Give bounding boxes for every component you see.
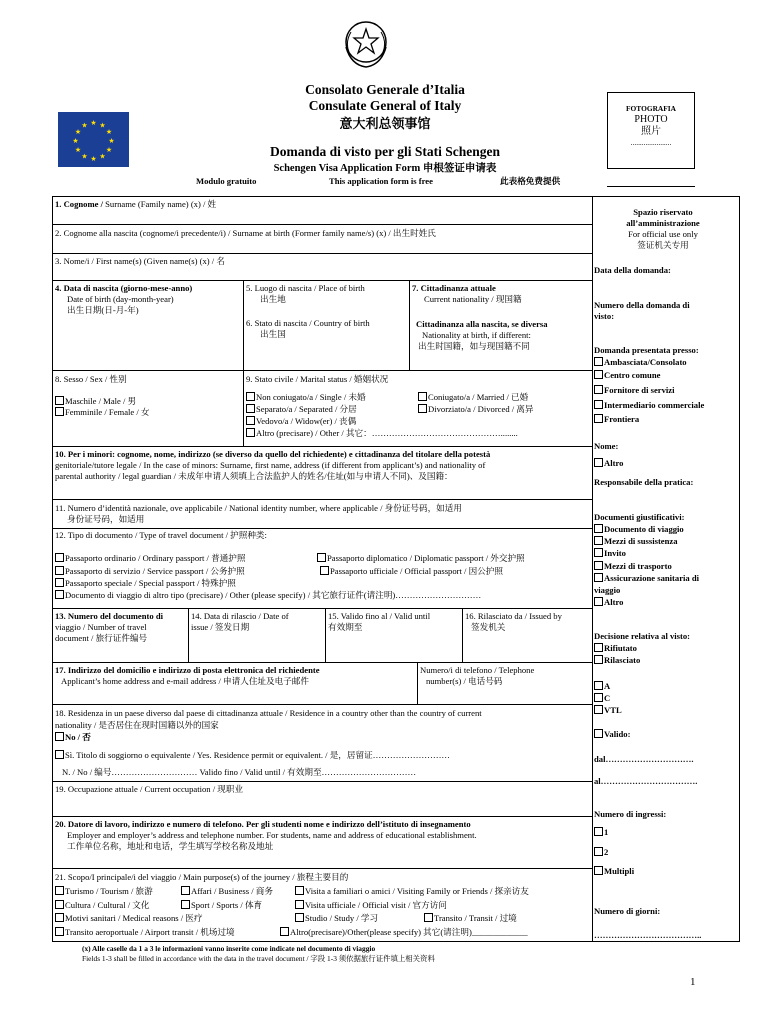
purpose-study[interactable] — [295, 913, 378, 924]
marital-widowed[interactable] — [246, 416, 356, 427]
side-num-1: Numero della domanda di — [594, 300, 690, 310]
side-pres: Domanda presentata presso: — [594, 345, 699, 355]
field-11-line1: 11. Numero d’identità nazionale, ove applicabile / National identity number, where applicable / 身份证号码，如适用 — [55, 503, 462, 513]
field-4-cn: 出生日期(日-月-年) — [67, 305, 139, 315]
side-vtl[interactable] — [594, 705, 622, 716]
field-10-minors[interactable] — [55, 449, 591, 482]
doc-special[interactable] — [55, 578, 236, 589]
field-17-c: Numero/i di telefono / Telephone — [420, 665, 535, 675]
side-d1-label: Documento di viaggio — [604, 524, 684, 534]
field-16-issued-by[interactable] — [465, 611, 562, 633]
svg-text:★: ★ — [105, 128, 113, 136]
side-d5[interactable] — [594, 573, 699, 584]
field-7-nationality[interactable] — [412, 283, 548, 352]
marital-divorced-label: Divorziato/a / Divorced / 离异 — [428, 404, 534, 414]
field-17-phone[interactable] — [420, 665, 534, 687]
purpose-cultural[interactable] — [55, 900, 150, 911]
svg-text:★: ★ — [90, 155, 97, 163]
svg-text:★: ★ — [105, 146, 113, 154]
field-4-label: 4. Data di nascita (giorno-mese-anno) — [55, 283, 193, 293]
svg-text:★: ★ — [74, 146, 82, 154]
field-17-d: number(s) / 电话号码 — [426, 676, 503, 686]
side-altro1-label: Altro — [604, 458, 624, 468]
photo-label-cn: 照片 — [641, 125, 661, 137]
marital-single[interactable] — [246, 392, 366, 403]
purpose-transit-label: Transito / Transit / 过境 — [434, 913, 517, 923]
side-a[interactable] — [594, 681, 610, 692]
purpose-transit[interactable] — [424, 913, 517, 924]
purpose-tourism[interactable] — [55, 886, 153, 897]
footnote-en: Fields 1-3 shall be filled in accordance with the data in the travel document / 字段 1-3 须依据旅行证件填上相关资料 — [82, 954, 435, 963]
purpose-business-label: Affari / Business / 商务 — [191, 886, 273, 896]
side-h2: all’amministrazione — [626, 218, 700, 228]
eu-flag-icon — [58, 112, 129, 167]
field-15-b: 有效期至 — [328, 622, 363, 632]
field-20-c: 工作单位名称，地址和电话，学生填写学校名称及地址 — [67, 841, 274, 851]
field-9-label: 9. Stato civile / Marital status / 婚姻状况 — [246, 374, 389, 384]
marital-divorced[interactable] — [418, 404, 533, 415]
field-7-label: 7. Cittadinanza attuale — [412, 283, 496, 293]
purpose-medical-label: Motivi sanitari / Medical reasons / 医疗 — [65, 913, 203, 923]
side-d5b: viaggio — [594, 585, 621, 595]
purpose-medical[interactable] — [55, 913, 202, 924]
field-15-a: 15. Valido fino al / Valid until — [328, 611, 431, 621]
side-h4: 签证机关专用 — [637, 240, 689, 250]
field-3-text: 3. Nome/i / First name(s) (Given name(s) (x) / 名 — [55, 256, 225, 266]
doc-official[interactable] — [320, 566, 503, 577]
form-subtitle: Schengen Visa Application Form 申根签证申请表 — [273, 163, 497, 174]
side-p2[interactable] — [594, 370, 660, 381]
italian-emblem-icon — [341, 17, 391, 69]
side-i1-label: 1 — [604, 827, 609, 837]
purpose-visit-family[interactable] — [295, 886, 529, 897]
residence-no[interactable] — [55, 732, 91, 743]
header-line-1: Consolato Generale d’Italia — [305, 82, 465, 97]
doc-special-label: Passaporto speciale / Special passport / 特殊护照 — [65, 578, 236, 588]
footnote-it: (x) Alle caselle da 1 a 3 le informazioni vanno inserite come indicate nel documento di viaggio — [82, 944, 376, 953]
header-line-3: 意大利总领事馆 — [339, 116, 431, 131]
side-dec: Decisione relativa al visto: — [594, 631, 691, 641]
side-altro1[interactable] — [594, 458, 623, 469]
residence-number[interactable]: N. / No / 编号………………………… Valido fino / Valid until / 有效期至…………………………… — [62, 767, 417, 777]
side-p3-label: Fornitore di servizi — [604, 385, 675, 395]
svg-text:★: ★ — [81, 152, 88, 161]
doc-ordinary[interactable] — [55, 553, 245, 564]
side-d3[interactable] — [594, 548, 626, 559]
field-13-doc-number[interactable] — [55, 611, 163, 644]
side-p1[interactable] — [594, 357, 687, 368]
marital-other-label: Altro (precisare) / Other / 其它：………………………………………........ — [256, 428, 518, 438]
free-en: This application form is free — [329, 176, 433, 186]
field-19-occupation[interactable]: 19. Occupazione attuale / Current occupation / 现职业 — [55, 784, 244, 794]
field-18-line1: 18. Residenza in un paese diverso dal paese di cittadinanza attuale / Residence in a country other than the country of current — [55, 708, 482, 718]
svg-text:★: ★ — [108, 137, 115, 145]
field-13-a: 13. Numero del documento di — [55, 611, 163, 621]
side-c-label: C — [604, 693, 611, 703]
marital-separated[interactable] — [246, 404, 357, 415]
side-i2-label: 2 — [604, 847, 609, 857]
field-1-rest: Surname (Family name) (x) / 姓 — [105, 199, 217, 209]
residence-yes-label: Sì. Titolo di soggiorno o equivalente / Yes. Residence permit or equivalent. / 是，居留证……………………… — [65, 750, 451, 760]
purpose-tourism-label: Turismo / Tourism / 旅游 — [65, 886, 153, 896]
side-i2[interactable] — [594, 847, 608, 858]
purpose-other[interactable] — [280, 927, 528, 938]
field-8-label: 8. Sesso / Sex / 性别 — [55, 374, 127, 384]
field-15-valid-until[interactable] — [328, 611, 430, 633]
field-1-surname[interactable] — [55, 199, 216, 210]
field-4-dob[interactable] — [55, 283, 192, 316]
field-3-first-name[interactable] — [55, 256, 225, 267]
svg-text:★: ★ — [90, 119, 97, 127]
side-h3: For official use only — [628, 229, 698, 239]
field-6-cn: 出生国 — [260, 329, 286, 339]
side-d4[interactable] — [594, 561, 672, 572]
side-d2[interactable] — [594, 536, 678, 547]
side-d6[interactable] — [594, 597, 623, 608]
side-p3[interactable] — [594, 385, 674, 396]
photo-dots: ...................... — [630, 137, 672, 147]
svg-text:★: ★ — [99, 152, 106, 161]
field-18-line2: nationality / 是否居住在现时国籍以外的国家 — [55, 720, 219, 730]
side-giorni: Numero di giorni: — [594, 906, 661, 916]
side-num — [594, 300, 690, 322]
side-valido[interactable] — [594, 729, 630, 740]
side-d6-label: Altro — [604, 597, 624, 607]
field-14-b: issue / 签发日期 — [191, 622, 250, 632]
residence-yes[interactable] — [55, 750, 450, 761]
field-4-en: Date of birth (day-month-year) — [67, 294, 174, 304]
side-docs: Documenti giustificativi: — [594, 512, 685, 522]
side-multi[interactable] — [594, 866, 634, 877]
side-date: Data della domanda: — [594, 265, 671, 275]
side-p4-label: Intermediario commerciale — [604, 400, 705, 410]
svg-text:★: ★ — [81, 121, 88, 130]
side-d5-label: Assicurazione sanitaria di — [604, 573, 700, 583]
field-2-text: 2. Cognome alla nascita (cognome/i precedente/i) / Surname at birth (Former family name/s) (x) / 出生时姓氏 — [55, 228, 436, 238]
side-d3-label: Invito — [604, 548, 626, 558]
purpose-business[interactable] — [181, 886, 273, 897]
side-al[interactable]: al……………………………. — [594, 776, 698, 786]
doc-service-label: Passaporto di servizio / Service passport / 公务护照 — [65, 566, 245, 576]
side-ingressi: Numero di ingressi: — [594, 809, 667, 819]
purpose-airport-transit[interactable] — [55, 927, 235, 938]
field-20-b: Employer and employer’s address and telephone number. For students, name and address of educational establishment. — [67, 830, 477, 840]
page-number: 1 — [690, 976, 696, 988]
doc-diplomatic[interactable] — [317, 553, 525, 564]
field-17-b: Applicant’s home address and e-mail address / 申请人住址及电子邮件 — [61, 676, 309, 686]
sex-male-option[interactable] — [55, 396, 150, 407]
side-r2-label: Rilasciato — [604, 655, 641, 665]
side-i1[interactable] — [594, 827, 608, 838]
doc-service[interactable] — [55, 566, 245, 577]
field-7-birth-label: Cittadinanza alla nascita, se diversa — [416, 319, 548, 329]
side-header — [593, 207, 733, 251]
field-1-label: 1. Cognome / — [55, 199, 106, 209]
field-17-a: 17. Indirizzo del domicilio e indirizzo di posta elettronica del richiedente — [55, 665, 320, 675]
field-12-label: 12. Tipo di documento / Type of travel document / 护照种类: — [55, 530, 267, 540]
field-17-address[interactable] — [55, 665, 320, 687]
field-8-sex — [55, 374, 150, 418]
side-c[interactable] — [594, 693, 610, 704]
field-16-a: 16. Rilasciato da / Issued by — [465, 611, 562, 621]
doc-official-label: Passaporto ufficiale / Official passport / 因公护照 — [330, 566, 503, 576]
field-10-line3: parental authority / legal guardian / 未成年申请人须填上合法监护人的姓名/住址(如与申请人不同)、及国籍： — [55, 471, 453, 481]
purpose-sport-label: Sport / Sports / 体育 — [191, 900, 263, 910]
purpose-visit-family-label: Visita a familiari o amici / Visiting Family or Friends / 探亲访友 — [305, 886, 529, 896]
side-d2-label: Mezzi di sussistenza — [604, 536, 678, 546]
purpose-other-label: Altro(precisare)/Other(please specify) 其它(请注明)_____________ — [290, 927, 528, 937]
purpose-airport-transit-label: Transito aeroportuale / Airport transit / 机场过境 — [65, 927, 235, 937]
side-a-label: A — [604, 681, 611, 691]
side-dal[interactable]: dal…………………………. — [594, 754, 694, 764]
field-13-b: viaggio / Number of travel — [55, 622, 147, 632]
side-r1[interactable] — [594, 643, 637, 654]
side-p5[interactable] — [594, 414, 639, 425]
field-10-line1: 10. Per i minori: cognome, nome, indirizzo (se diverso da quello del richiedente) e cittadinanza del titolare della potestà — [55, 449, 491, 459]
marital-other[interactable] — [246, 428, 518, 439]
purpose-official-visit[interactable] — [295, 900, 447, 911]
marital-single-label: Non coniugato/a / Single / 未婚 — [256, 392, 366, 402]
side-r2[interactable] — [594, 655, 640, 666]
purpose-official-visit-label: Visita ufficiale / Official visit / 官方访问 — [305, 900, 447, 910]
field-9-marital — [246, 374, 591, 385]
side-d4-label: Mezzi di trasporto — [604, 561, 672, 571]
free-cn: 此表格免费提供 — [500, 176, 561, 186]
header-line-2: Consulate General of Italy — [308, 98, 462, 113]
field-14-issue-date[interactable] — [191, 611, 289, 633]
purpose-sport[interactable] — [181, 900, 262, 911]
residence-no-label: No / 否 — [65, 732, 91, 742]
side-valido-label: Valido: — [604, 729, 631, 739]
side-p4[interactable] — [594, 400, 704, 411]
svg-text:★: ★ — [72, 137, 79, 145]
sex-female-option[interactable] — [55, 407, 150, 418]
field-2-surname-birth[interactable] — [55, 228, 436, 239]
marital-separated-label: Separato/a / Separated / 分居 — [256, 404, 357, 414]
field-6-country-birth[interactable] — [246, 318, 370, 340]
side-p1-label: Ambasciata/Consolato — [604, 357, 687, 367]
marital-married[interactable] — [418, 392, 528, 403]
doc-other-label: Documento di viaggio di altro tipo (precisare) / Other (please specify) / 其它旅行证件(请注明)………………………… — [65, 590, 482, 600]
field-20-employer[interactable] — [55, 819, 477, 852]
field-7-en: Current nationality / 现国籍 — [424, 294, 522, 304]
field-11-national-id[interactable] — [55, 503, 462, 525]
doc-ordinary-label: Passaporto ordinario / Ordinary passport / 普通护照 — [65, 553, 246, 563]
field-5-cn: 出生地 — [260, 294, 286, 304]
field-11-line2: 身份证号码，如适用 — [67, 514, 145, 524]
purpose-cultural-label: Cultura / Cultural / 文化 — [65, 900, 150, 910]
sex-female-label: Femminile / Female / 女 — [65, 407, 150, 417]
photo-label-en: PHOTO — [634, 113, 668, 125]
doc-diplomatic-label: Passaporto diplomatico / Diplomatic passport / 外交护照 — [327, 553, 525, 563]
field-6-label: 6. Stato di nascita / Country of birth — [246, 318, 370, 328]
field-10-line2: genitoriale/tutore legale / In the case of minors: Surname, first name, address (if different from applicant’s) and nationality of — [55, 460, 486, 470]
side-multi-label: Multipli — [604, 866, 635, 876]
field-13-c: document / 旅行证件编号 — [55, 633, 148, 643]
purpose-study-label: Studio / Study / 学习 — [305, 913, 379, 923]
field-16-b: 签发机关 — [471, 622, 506, 632]
side-resp: Responsabile della pratica: — [594, 477, 694, 487]
field-7-birth-en: Nationality at birth, if different: — [422, 330, 531, 340]
photo-label-it: FOTOGRAFIA — [626, 104, 676, 113]
side-p5-label: Frontiera — [604, 414, 640, 424]
field-5-place-birth[interactable] — [246, 283, 365, 305]
field-5-label: 5. Luogo di nascita / Place of birth — [246, 283, 365, 293]
marital-widowed-label: Vedovo/a / Widow(er) / 丧偶 — [256, 416, 357, 426]
svg-text:★: ★ — [99, 121, 106, 130]
side-d1[interactable] — [594, 524, 684, 535]
field-21-label: 21. Scopo/I principale/i del viaggio / Main purpose(s) of the journey / 旅程主要目的 — [55, 872, 349, 882]
doc-other[interactable] — [55, 590, 481, 601]
field-20-a: 20. Datore di lavoro, indirizzo e numero di telefono. Per gli studenti nome e indirizzo dell’istituto di insegnamento — [55, 819, 471, 829]
form-title: Domanda di visto per gli Stati Schengen — [269, 144, 501, 159]
sex-male-label: Maschile / Male / 男 — [65, 396, 137, 406]
side-h1: Spazio riservato — [633, 207, 693, 217]
field-14-a: 14. Data di rilascio / Date of — [191, 611, 289, 621]
side-vtl-label: VTL — [604, 705, 622, 715]
side-giorni-dots[interactable]: ……………………………….. — [594, 930, 702, 940]
side-num-2: visto: — [594, 311, 615, 321]
svg-text:★: ★ — [74, 128, 82, 136]
side-nome: Nome: — [594, 441, 619, 451]
side-p2-label: Centro comune — [604, 370, 661, 380]
marital-married-label: Coniugato/a / Married / 已婚 — [428, 392, 529, 402]
photo-box — [607, 92, 695, 169]
field-7-birth-cn: 出生时国籍，如与现国籍不同 — [418, 341, 530, 351]
free-it: Modulo gratuito — [196, 176, 257, 186]
side-r1-label: Rifiutato — [604, 643, 637, 653]
